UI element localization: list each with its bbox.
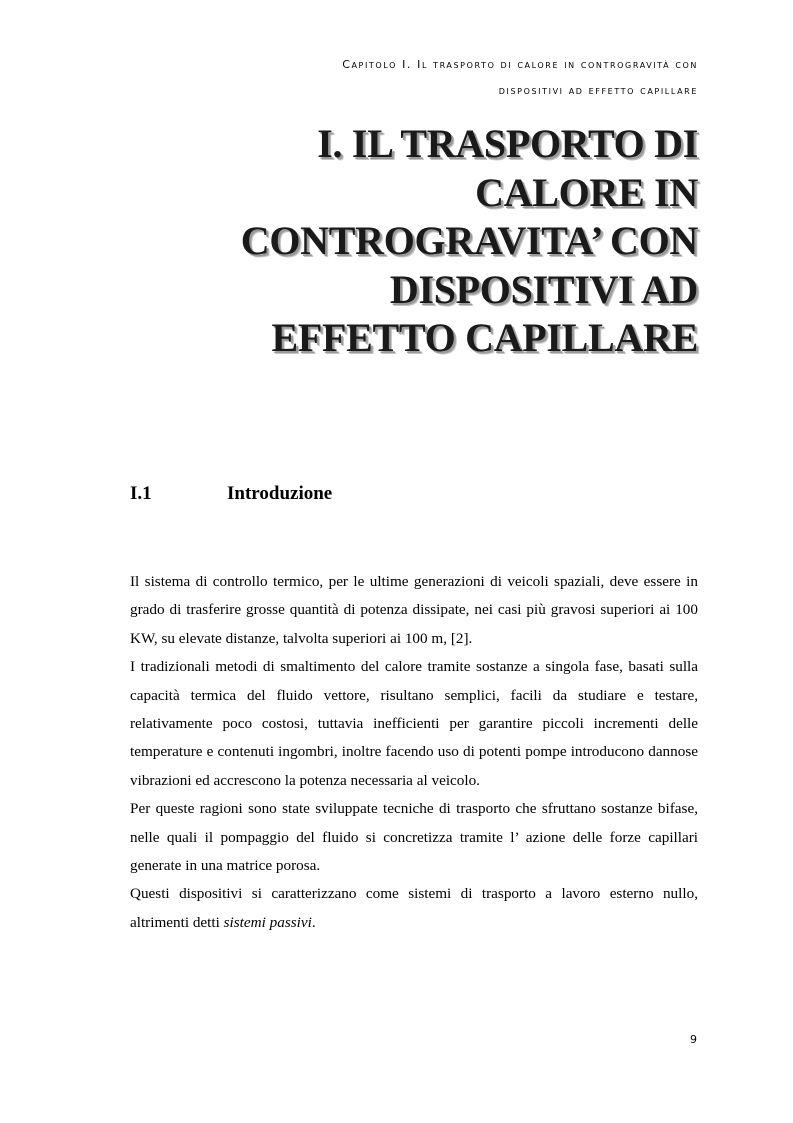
running-head-line-1: Capitolo I. Il trasporto di calore in controgravità con: [342, 58, 698, 71]
section-heading: [130, 483, 332, 505]
running-head-line-2: dispositivi ad effetto capillare: [498, 84, 698, 97]
last-paragraph-text: Questi dispositivi si caratterizzano come sistemi di trasporto a lavoro esterno nullo, altrimenti detti: [130, 885, 698, 931]
last-paragraph-end: .: [311, 913, 316, 931]
paragraph: Il sistema di controllo termico, per le ultime generazioni di veicoli spaziali, deve essere in grado di trasferire grosse quantità di potenza dissipate, nei casi più gravosi superiori ai 100 KW, su elevate distanze, talvolta superiori ai 100 m, [2].: [130, 573, 698, 647]
chapter-title-line: CALORE IN: [475, 169, 698, 215]
chapter-title-line: EFFETTO CAPILLARE: [271, 315, 698, 360]
chapter-title-line: I. IL TRASPORTO DI: [317, 121, 698, 166]
chapter-title: [130, 120, 698, 363]
paragraph: I tradizionali metodi di smaltimento del calore tramite sostanze a singola fase, basati sulla capacità termica del fluido vettore, risultano semplici, facili da studiare e testare, relativamente poco costosi, tuttavia inefficienti per garantire piccoli incrementi delle temperature e contenuti ingombri, inoltre facendo uso di potenti pompe introducono dannose vibrazioni ed accrescono la potenza necessaria al veicolo.: [130, 658, 698, 789]
emphasis-text: sistemi passivi: [223, 913, 312, 931]
paragraph-last: [130, 880, 698, 937]
chapter-title-line: CONTROGRAVITA’ CON: [240, 218, 698, 263]
body-text: [130, 568, 698, 937]
section-title: Introduzione: [227, 483, 333, 504]
page-number: 9: [690, 1033, 697, 1046]
section-number: I.1: [130, 483, 152, 504]
chapter-title-line: DISPOSITIVI AD: [389, 266, 698, 312]
paragraph: Per queste ragioni sono state sviluppate tecniche di trasporto che sfruttano sostanze bifase, nelle quali il pompaggio del fluido si concretizza tramite l’ azione delle forze capillari generate in una matrice porosa.: [130, 800, 698, 875]
